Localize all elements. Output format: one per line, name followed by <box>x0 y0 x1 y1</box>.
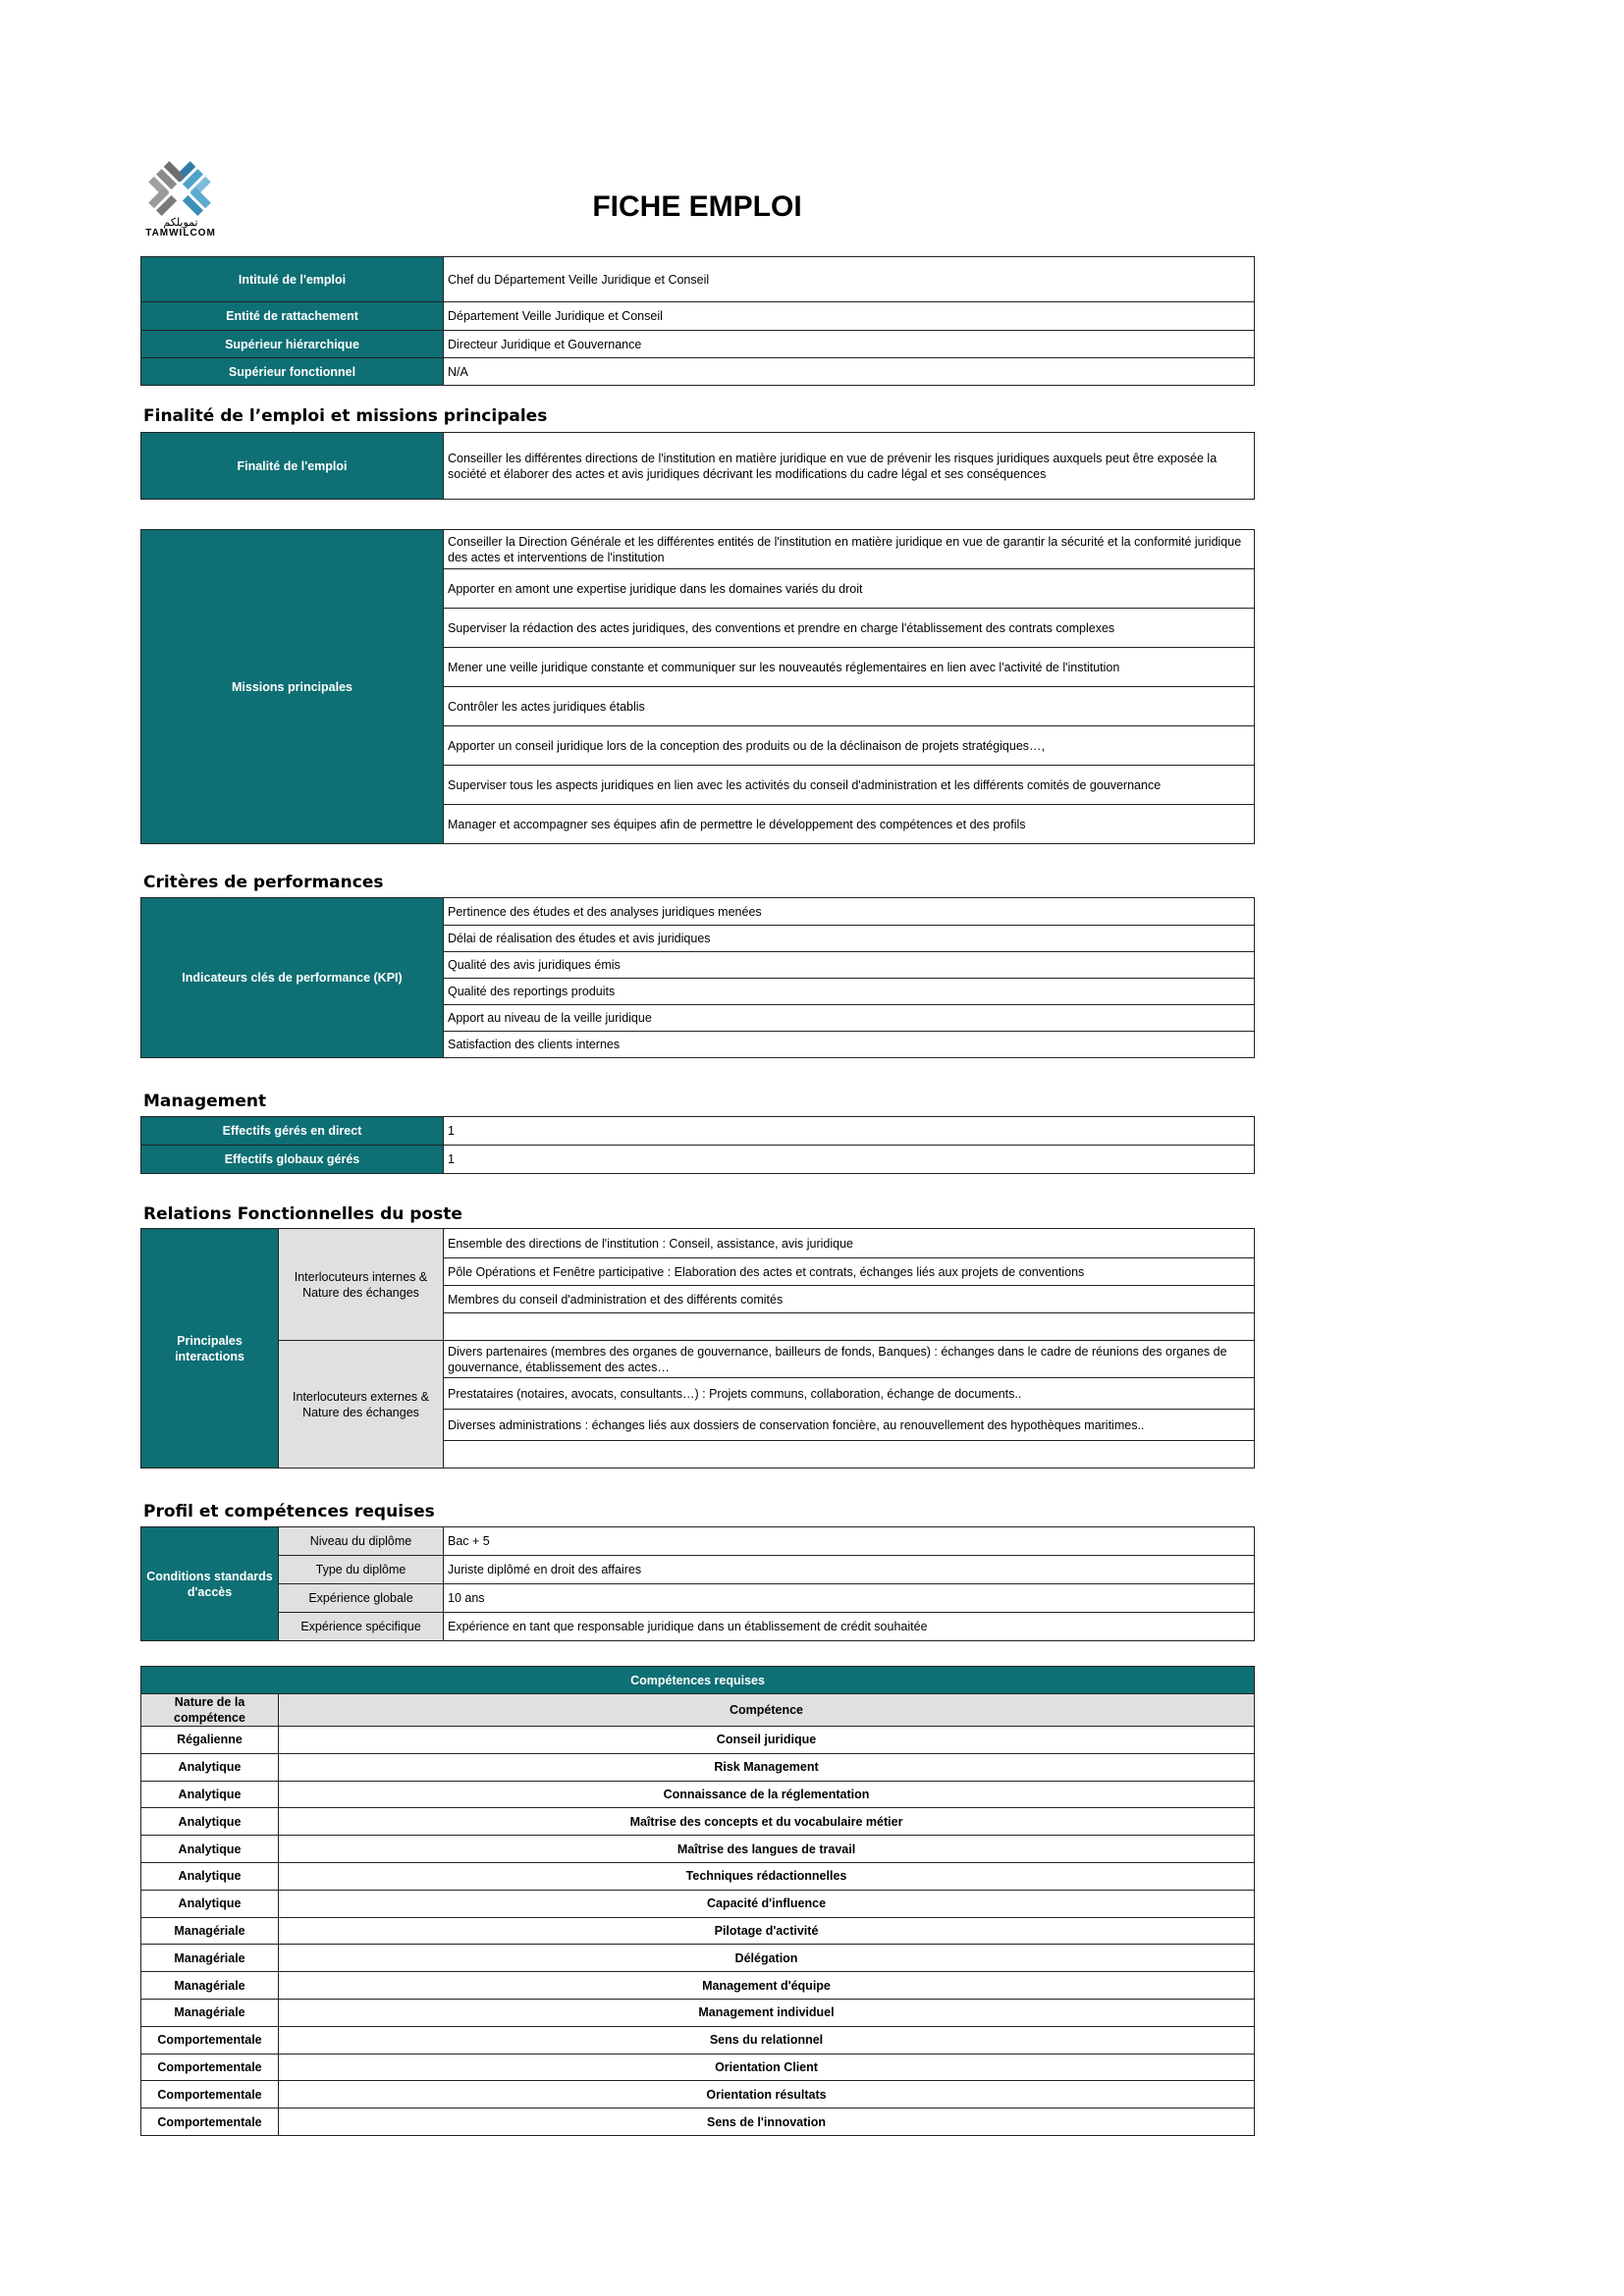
kpi-item: Qualité des reportings produits <box>444 979 1255 1005</box>
table-row <box>141 1999 1255 2026</box>
mission-item: Mener une veille juridique constante et communiquer sur les nouveautés réglementaires en lien avec l'activité de l'institution <box>444 648 1255 687</box>
interlocuteur-externe: Divers partenaires (membres des organes de gouvernance, bailleurs de fonds, Banques) : échanges dans le cadre de réunions des organes de gouvernance, établissement des actes… <box>444 1341 1255 1378</box>
competence-nature: Managériale <box>141 1917 279 1945</box>
competence-nature: Comportementale <box>141 2054 279 2081</box>
field-label: Intitulé de l'emploi <box>141 257 444 302</box>
externes-label: Interlocuteurs externes & Nature des échanges <box>279 1341 444 1468</box>
table-row <box>141 1667 1255 1694</box>
section-title-profil: Profil et compétences requises <box>143 1502 435 1522</box>
competence-name: Pilotage d'activité <box>279 1917 1255 1945</box>
competence-name: Délégation <box>279 1945 1255 1972</box>
competence-nature: Comportementale <box>141 2026 279 2054</box>
interlocuteur-interne: Ensemble des directions de l'institution : Conseil, assistance, avis juridique <box>444 1229 1255 1258</box>
field-label: Finalité de l'emploi <box>141 433 444 500</box>
field-value: Expérience en tant que responsable juridique dans un établissement de crédit souhaitée <box>444 1613 1255 1641</box>
kpi-item: Pertinence des études et des analyses juridiques menées <box>444 898 1255 926</box>
competence-name: Techniques rédactionnelles <box>279 1862 1255 1890</box>
table-row <box>141 1117 1255 1146</box>
table-row <box>141 1727 1255 1754</box>
table-row <box>141 1836 1255 1863</box>
criteres-table <box>140 897 1255 1058</box>
table-row <box>141 898 1255 926</box>
profil-table <box>140 1526 1255 1641</box>
page-title: FICHE EMPLOI <box>592 190 802 223</box>
table-row <box>141 1753 1255 1781</box>
kpi-item: Satisfaction des clients internes <box>444 1032 1255 1058</box>
interactions-label: Principales interactions <box>141 1229 279 1468</box>
section-title-relations: Relations Fonctionnelles du poste <box>143 1204 462 1224</box>
competence-name: Connaissance de la réglementation <box>279 1781 1255 1808</box>
competence-nature: Analytique <box>141 1808 279 1836</box>
finalite-table <box>140 432 1255 500</box>
field-label: Effectifs globaux gérés <box>141 1146 444 1174</box>
table-row <box>141 1229 1255 1258</box>
mission-item: Apporter en amont une expertise juridique dans les domaines variés du droit <box>444 569 1255 609</box>
column-header-competence: Compétence <box>279 1694 1255 1727</box>
section-title-management: Management <box>143 1092 267 1111</box>
table-row <box>141 1862 1255 1890</box>
missions-table <box>140 529 1255 844</box>
field-value: Directeur Juridique et Gouvernance <box>444 331 1255 358</box>
competence-nature: Comportementale <box>141 2081 279 2109</box>
field-value: Département Veille Juridique et Conseil <box>444 302 1255 331</box>
mission-item: Manager et accompagner ses équipes afin de permettre le développement des compétences et des profils <box>444 805 1255 844</box>
field-label: Expérience spécifique <box>279 1613 444 1641</box>
conditions-label: Conditions standards d'accès <box>141 1527 279 1641</box>
competence-name: Orientation résultats <box>279 2081 1255 2109</box>
competence-name: Management individuel <box>279 1999 1255 2026</box>
competence-nature: Analytique <box>141 1862 279 1890</box>
field-value: Juriste diplômé en droit des affaires <box>444 1556 1255 1584</box>
field-label: Niveau du diplôme <box>279 1527 444 1556</box>
competence-nature: Comportementale <box>141 2109 279 2136</box>
section-title-criteres: Critères de performances <box>143 873 384 892</box>
table-row <box>141 2109 1255 2136</box>
field-label: Supérieur fonctionnel <box>141 358 444 386</box>
table-row <box>141 1613 1255 1641</box>
field-value: N/A <box>444 358 1255 386</box>
table-row <box>141 1584 1255 1613</box>
competence-name: Risk Management <box>279 1753 1255 1781</box>
competence-nature: Analytique <box>141 1753 279 1781</box>
table-row <box>141 433 1255 500</box>
field-label: Effectifs gérés en direct <box>141 1117 444 1146</box>
mission-item: Apporter un conseil juridique lors de la conception des produits ou de la déclinaison de projets stratégiques…, <box>444 726 1255 766</box>
table-row <box>141 1808 1255 1836</box>
interlocuteur-interne <box>444 1313 1255 1341</box>
interlocuteur-externe <box>444 1441 1255 1468</box>
field-value: Conseiller les différentes directions de l'institution en matière juridique en vue de prévenir les risques juridiques auxquels peut être exposée la société et élaborer des actes et avis juridiques décrivant les modifications du cadre légal et ses conséquences <box>444 433 1255 500</box>
competences-title: Compétences requises <box>141 1667 1255 1694</box>
table-row <box>141 1781 1255 1808</box>
competence-nature: Analytique <box>141 1836 279 1863</box>
field-label: Entité de rattachement <box>141 302 444 331</box>
internes-label: Interlocuteurs internes & Nature des échanges <box>279 1229 444 1341</box>
identification-table <box>140 256 1255 386</box>
kpi-item: Délai de réalisation des études et avis juridiques <box>444 926 1255 952</box>
field-label: Supérieur hiérarchique <box>141 331 444 358</box>
table-header-row <box>141 1694 1255 1727</box>
kpi-label: Indicateurs clés de performance (KPI) <box>141 898 444 1058</box>
competence-name: Conseil juridique <box>279 1727 1255 1754</box>
column-header-nature: Nature de la compétence <box>141 1694 279 1727</box>
mission-item: Superviser la rédaction des actes juridiques, des conventions et prendre en charge l'établissement des contrats complexes <box>444 609 1255 648</box>
table-row <box>141 1890 1255 1917</box>
logo-text: TAMWILCOM <box>145 228 216 239</box>
competences-table <box>140 1666 1255 2136</box>
table-row <box>141 1146 1255 1174</box>
table-row <box>141 1972 1255 2000</box>
competence-name: Sens de l'innovation <box>279 2109 1255 2136</box>
competence-nature: Managériale <box>141 1999 279 2026</box>
competence-nature: Analytique <box>141 1781 279 1808</box>
competence-nature: Managériale <box>141 1972 279 2000</box>
table-row <box>141 331 1255 358</box>
competence-name: Orientation Client <box>279 2054 1255 2081</box>
competence-nature: Régalienne <box>141 1727 279 1754</box>
competence-nature: Analytique <box>141 1890 279 1917</box>
mission-item: Superviser tous les aspects juridiques en lien avec les activités du conseil d'administration et les différents comités de gouvernance <box>444 766 1255 805</box>
field-value: Chef du Département Veille Juridique et Conseil <box>444 257 1255 302</box>
table-row <box>141 530 1255 569</box>
interlocuteur-externe: Diverses administrations : échanges liés aux dossiers de conservation foncière, au renouvellement des hypothèques maritimes.. <box>444 1410 1255 1441</box>
table-row <box>141 1556 1255 1584</box>
table-row <box>141 257 1255 302</box>
relations-table <box>140 1228 1255 1468</box>
competence-name: Management d'équipe <box>279 1972 1255 2000</box>
field-label: Type du diplôme <box>279 1556 444 1584</box>
competence-nature: Managériale <box>141 1945 279 1972</box>
interlocuteur-interne: Pôle Opérations et Fenêtre participative : Elaboration des actes et contrats, échanges liés aux projets de conventions <box>444 1258 1255 1286</box>
table-row <box>141 1341 1255 1378</box>
mission-item: Contrôler les actes juridiques établis <box>444 687 1255 726</box>
field-label: Expérience globale <box>279 1584 444 1613</box>
table-row <box>141 2081 1255 2109</box>
interlocuteur-interne: Membres du conseil d'administration et des différents comités <box>444 1286 1255 1313</box>
logo-arabic-text: تمويلكم <box>163 216 198 229</box>
competence-name: Maîtrise des concepts et du vocabulaire métier <box>279 1808 1255 1836</box>
field-value: 1 <box>444 1146 1255 1174</box>
table-row <box>141 2026 1255 2054</box>
table-row <box>141 302 1255 331</box>
competence-name: Capacité d'influence <box>279 1890 1255 1917</box>
kpi-item: Qualité des avis juridiques émis <box>444 952 1255 979</box>
field-value: 10 ans <box>444 1584 1255 1613</box>
table-row <box>141 358 1255 386</box>
table-row <box>141 1527 1255 1556</box>
interlocuteur-externe: Prestataires (notaires, avocats, consultants…) : Projets communs, collaboration, échange de documents.. <box>444 1378 1255 1410</box>
field-value: Bac + 5 <box>444 1527 1255 1556</box>
mission-item: Conseiller la Direction Générale et les différentes entités de l'institution en matière juridique en vue de garantir la sécurité et la conformité juridique des actes et interventions de l'institution <box>444 530 1255 569</box>
competence-name: Maîtrise des langues de travail <box>279 1836 1255 1863</box>
management-table <box>140 1116 1255 1174</box>
section-title-finalite: Finalité de l’emploi et missions principales <box>143 406 548 426</box>
kpi-item: Apport au niveau de la veille juridique <box>444 1005 1255 1032</box>
competence-name: Sens du relationnel <box>279 2026 1255 2054</box>
table-row <box>141 1945 1255 1972</box>
field-value: 1 <box>444 1117 1255 1146</box>
table-row <box>141 1917 1255 1945</box>
missions-label: Missions principales <box>141 530 444 844</box>
table-row <box>141 2054 1255 2081</box>
